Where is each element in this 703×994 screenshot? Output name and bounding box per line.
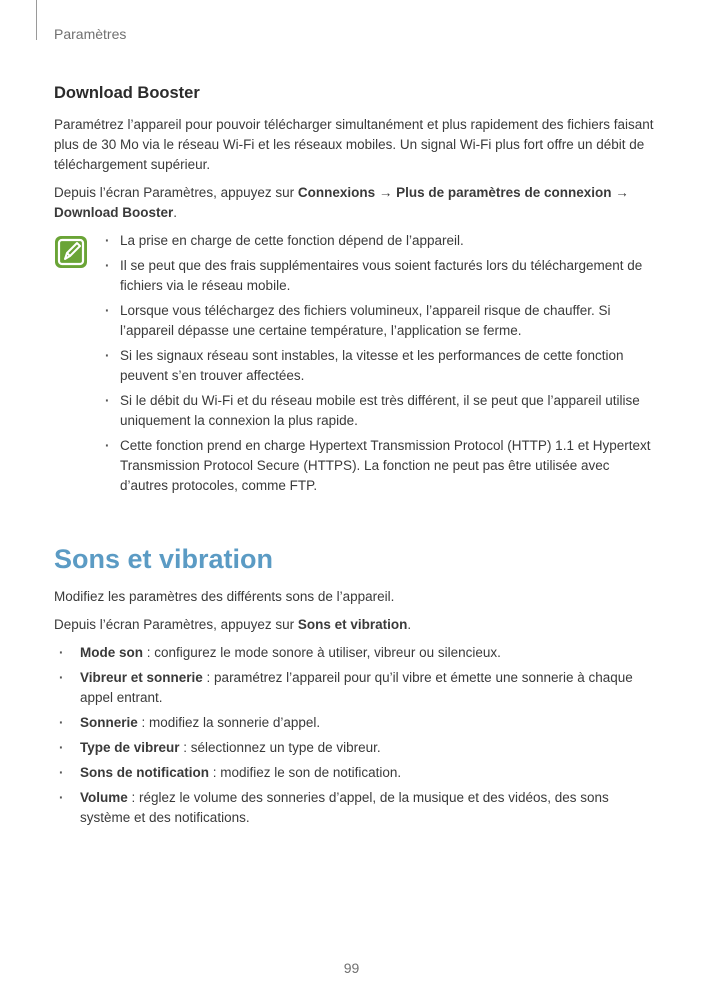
download-booster-intro: Paramétrez l’appareil pour pouvoir télécharger simultanément et plus rapidement des fichiers faisant plus de 30 Mo via le réseau Wi-Fi et les réseaux mobiles. Un signal Wi-Fi plus fort offre un débit de téléchargement supérieur. [54,117,654,172]
download-booster-nav [54,183,654,223]
nav-path: Sons et vibration [297,617,408,632]
option-description: : paramétrez l’appareil pour qu’il vibre et émette une sonnerie à chaque appel entrant. [80,670,633,705]
option-term: Sons de notification [80,765,210,780]
sons-option-item [54,788,654,828]
sons-option-item [54,713,654,733]
note-item: · Il se peut que des frais supplémentaires vous soient facturés lors du téléchargement de fichiers via le réseau mobile. [104,256,654,296]
sons-option-item [54,668,654,708]
page-number: 99 [343,960,360,976]
sons-option-item [54,763,654,783]
sons-options-list [54,643,654,828]
page-content [54,84,654,833]
sons-option-item [54,738,654,758]
option-description: : modifiez la sonnerie d’appel. [137,715,321,730]
option-description: : configurez le mode sonore à utiliser, vibreur ou silencieux. [143,645,501,660]
note-item: · Cette fonction prend en charge Hypertext Transmission Protocol (HTTP) 1.1 et Hypertext Transmission Protocol Secure (HTTPS). La fonction ne peut pas être utilisée avec d’autres protocoles, comme FTP. [104,436,654,496]
sons-option-item [54,643,654,663]
section-title: Sons et vibration [54,544,274,574]
option-description: : modifiez le son de notification. [209,765,402,780]
option-term: Sonnerie [80,715,138,730]
option-term: Vibreur et sonnerie [80,670,203,685]
nav-suffix: . [407,617,412,632]
nav-suffix: . [173,205,178,220]
note-item: · Si les signaux réseau sont instables, la vitesse et les performances de cette fonction peuvent s’en trouver affectées. [104,346,654,386]
margin-rule [36,0,37,40]
nav-path: Connexions → Plus de paramètres de connexion → Download Booster [54,185,629,220]
note-block [54,231,654,496]
note-item: · Lorsque vous téléchargez des fichiers volumineux, l’appareil risque de chauffer. Si l’appareil dépasse une certaine température, l’application se ferme. [104,301,654,341]
running-header: Paramètres [54,26,127,42]
nav-prefix: Depuis l’écran Paramètres, appuyez sur [54,617,298,632]
option-description: : réglez le volume des sonneries d’appel, de la musique et des vidéos, des sons système et des notifications. [80,790,609,825]
option-term: Type de vibreur [80,740,180,755]
nav-prefix: Depuis l’écran Paramètres, appuyez sur [54,185,298,200]
option-description: : sélectionnez un type de vibreur. [179,740,381,755]
note-item: · La prise en charge de cette fonction dépend de l’appareil. [104,231,654,251]
note-list [104,231,654,496]
option-term: Mode son [80,645,143,660]
note-item: · Si le débit du Wi-Fi et du réseau mobile est très différent, il se peut que l’appareil utilise uniquement la connexion la plus rapide. [104,391,654,431]
option-term: Volume [80,790,128,805]
download-booster-title: Download Booster [54,84,200,102]
sons-nav [54,615,654,635]
note-pencil-icon [54,235,88,269]
sons-intro: Modifiez les paramètres des différents sons de l’appareil. [54,589,395,604]
